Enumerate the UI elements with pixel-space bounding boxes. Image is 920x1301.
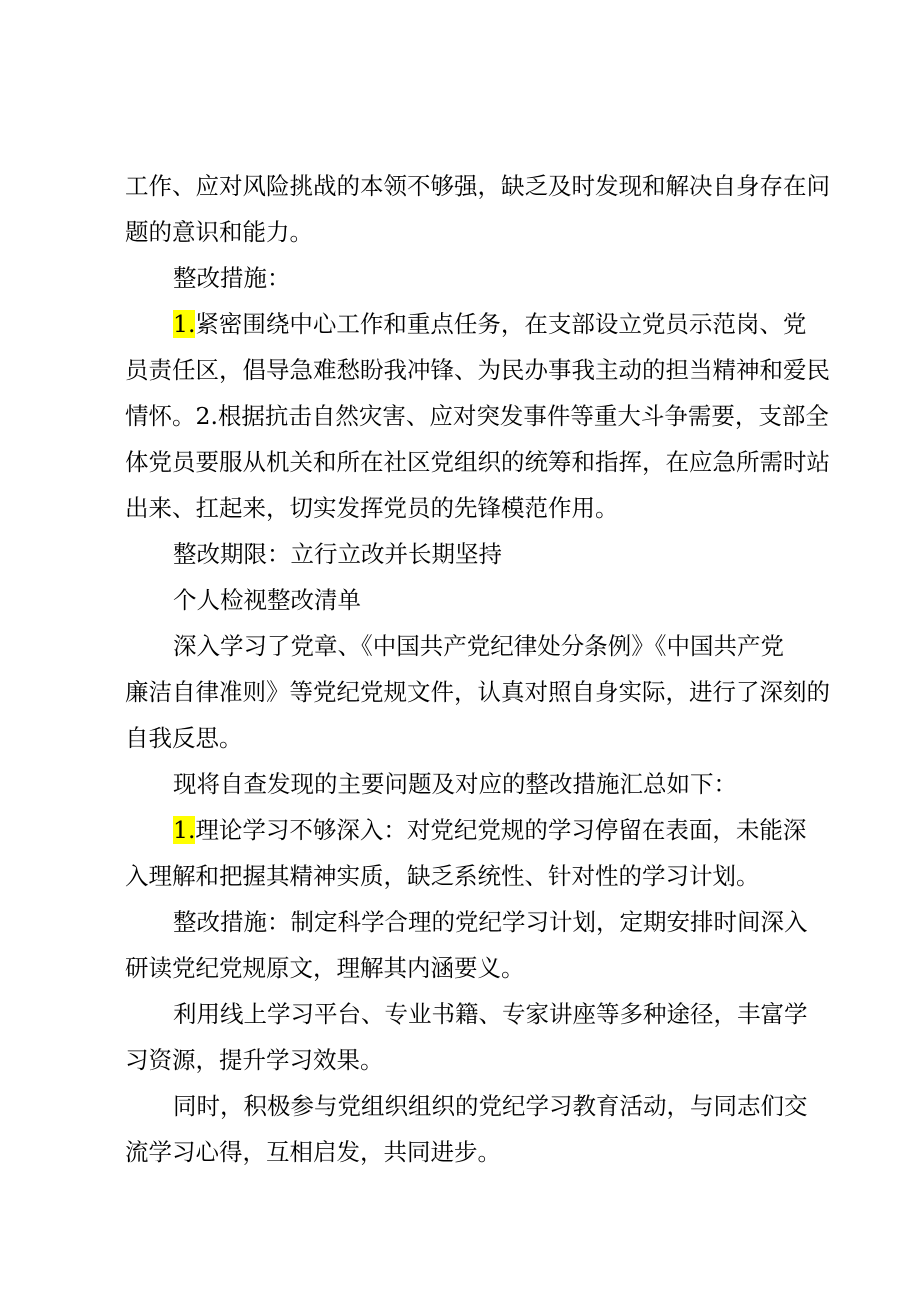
line-text: 深入学习了党章、《中国共产党纪律处分条例》《中国共产党 (173, 632, 784, 660)
line-text: 出来、扛起来，切实发挥党员的先锋模范作用。 (125, 494, 619, 522)
line-text: 情怀。2.根据抗击自然灾害、应对突发事件等重大斗争需要，支部全 (125, 402, 829, 430)
highlighted-number: 1. (173, 310, 196, 338)
section-label (173, 258, 291, 298)
deadline-line (173, 534, 502, 574)
body-line (173, 764, 737, 804)
highlighted-number: 1. (173, 816, 196, 844)
body-line (173, 994, 808, 1034)
body-line (125, 1040, 384, 1080)
body-line (125, 718, 243, 758)
body-line (173, 1086, 808, 1126)
line-text: 员责任区，倡导急难愁盼我冲锋、为民办事我主动的担当精神和爱民 (125, 356, 830, 384)
line-text: 整改措施：制定科学合理的党纪学习计划，定期安排时间深入 (173, 908, 808, 936)
line-text: 习资源，提升学习效果。 (125, 1046, 384, 1074)
line-text: 流学习心得，互相启发，共同进步。 (125, 1138, 501, 1166)
line-text: 入理解和把握其精神实质，缺乏系统性、针对性的学习计划。 (125, 862, 760, 890)
body-line (125, 396, 829, 436)
body-line (125, 442, 830, 482)
line-text: 理论学习不够深入：对党纪党规的学习停留在表面，未能深 (195, 816, 807, 844)
line-text: 现将自查发现的主要问题及对应的整改措施汇总如下： (173, 770, 737, 798)
body-line (173, 902, 808, 942)
body-line (125, 350, 830, 390)
line-text: 整改措施： (173, 264, 291, 292)
numbered-item (173, 810, 806, 850)
line-text: 研读党纪党规原文，理解其内涵要义。 (125, 954, 525, 982)
line-text: 自我反思。 (125, 724, 243, 752)
line-text: 体党员要服从机关和所在社区党组织的统筹和指挥，在应急所需时站 (125, 448, 830, 476)
body-line (125, 488, 619, 528)
line-text: 紧密围绕中心工作和重点任务，在支部设立党员示范岗、党 (195, 310, 807, 338)
body-line (125, 1132, 501, 1172)
body-line (125, 166, 830, 206)
section-title (173, 580, 361, 620)
body-line (125, 856, 760, 896)
line-text: 整改期限：立行立改并长期坚持 (173, 540, 502, 568)
line-text: 同时，积极参与党组织组织的党纪学习教育活动，与同志们交 (173, 1092, 808, 1120)
line-text: 题的意识和能力。 (125, 218, 313, 246)
line-text: 利用线上学习平台、专业书籍、专家讲座等多种途径，丰富学 (173, 1000, 808, 1028)
numbered-item (173, 304, 806, 344)
body-line (125, 212, 313, 252)
body-line (125, 948, 525, 988)
line-text: 个人检视整改清单 (173, 586, 361, 614)
line-text: 廉洁自律准则》等党纪党规文件，认真对照自身实际，进行了深刻的 (125, 678, 830, 706)
body-line (173, 626, 784, 666)
body-line (125, 672, 830, 712)
line-text: 工作、应对风险挑战的本领不够强，缺乏及时发现和解决自身存在问 (125, 172, 830, 200)
